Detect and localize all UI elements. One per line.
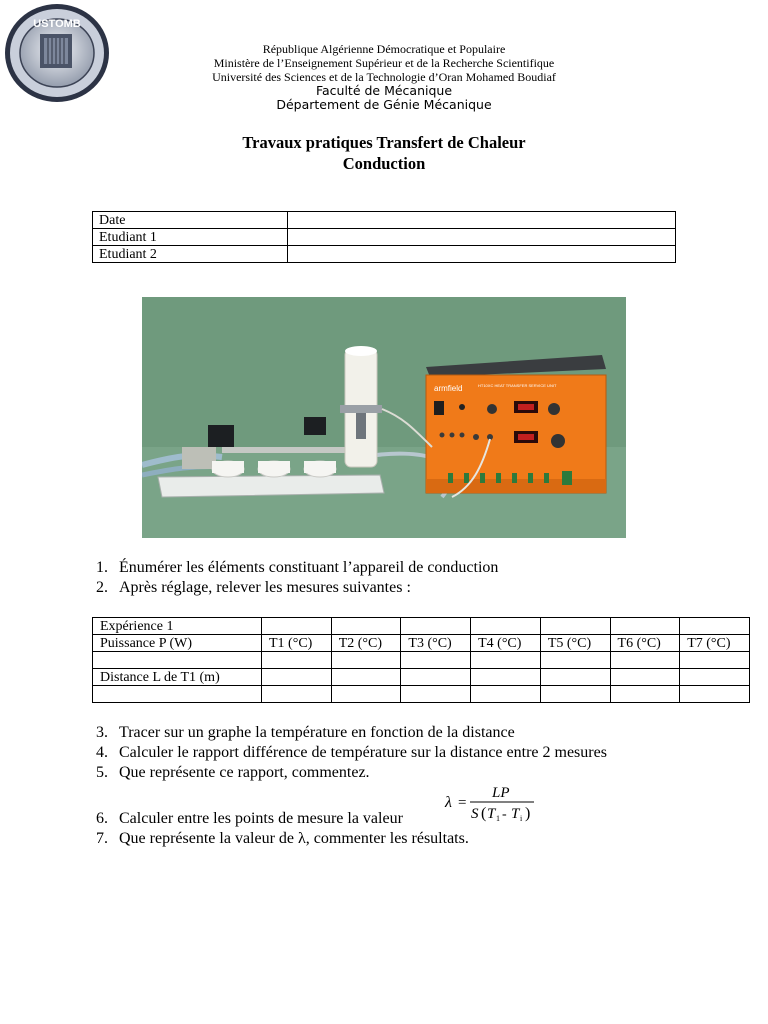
measurements-table [92, 617, 750, 703]
table-cell[interactable] [262, 652, 332, 669]
list-item [96, 809, 696, 829]
logo-text: USTOMB [33, 18, 81, 30]
list-item [96, 723, 716, 743]
question-7 [96, 829, 696, 849]
question-number: 2. [96, 579, 108, 596]
question-6 [96, 809, 696, 829]
question-text: Tracer sur un graphe la température en fonction de la distance [119, 724, 515, 741]
table-cell[interactable] [401, 686, 471, 703]
table-row [93, 246, 676, 263]
photo-brand: armfield [434, 384, 463, 393]
formula-lambda: λ [445, 794, 452, 811]
question-text: Énumérer les éléments constituant l’appareil de conduction [119, 559, 499, 576]
table-cell[interactable] [471, 686, 541, 703]
table-cell[interactable] [680, 686, 750, 703]
table-cell[interactable] [93, 652, 262, 669]
table-cell[interactable] [401, 669, 471, 686]
formula-equals: = [458, 795, 467, 811]
student1-field[interactable] [288, 229, 676, 246]
table-row [93, 229, 676, 246]
question-number: 4. [96, 744, 108, 761]
question-number: 6. [96, 810, 108, 827]
table-row [93, 669, 750, 686]
question-text: Calculer le rapport différence de température sur la distance entre 2 mesures [119, 744, 607, 761]
table-cell[interactable] [471, 618, 541, 635]
column-header-t1: T1 (°C) [262, 635, 332, 652]
table-cell[interactable] [610, 618, 680, 635]
table-cell[interactable] [610, 669, 680, 686]
student-info-table [92, 211, 676, 263]
formula-minus: - [502, 807, 507, 822]
table-cell[interactable] [610, 652, 680, 669]
table-row [93, 618, 750, 635]
formula-s: S [471, 806, 479, 822]
header-line-faculty: Faculté de Mécanique [315, 83, 453, 98]
header-line-republic: République Algérienne Démocratique et Populaire [262, 42, 506, 56]
title-line-1: Travaux pratiques Transfert de Chaleur [242, 133, 526, 152]
formula-ti: T [511, 806, 520, 822]
column-header-t6: T6 (°C) [610, 635, 680, 652]
document-title [160, 132, 608, 174]
questions-part-2 [96, 723, 716, 783]
table-row [93, 652, 750, 669]
table-cell[interactable] [680, 669, 750, 686]
question-text: Calculer entre les points de mesure la valeur [119, 810, 403, 827]
apparatus-photo [142, 297, 626, 538]
table-cell[interactable] [680, 652, 750, 669]
student2-label: Etudiant 2 [93, 246, 288, 263]
question-text: Après réglage, relever les mesures suivantes : [119, 579, 411, 596]
svg-text:(: ( [481, 805, 487, 822]
question-number: 5. [96, 764, 108, 781]
table-cell[interactable] [540, 669, 610, 686]
column-header-t5: T5 (°C) [540, 635, 610, 652]
table-cell[interactable] [471, 652, 541, 669]
table-row [93, 635, 750, 652]
column-header-t7: T7 (°C) [680, 635, 750, 652]
svg-text:): ) [525, 805, 531, 822]
question-number: 1. [96, 559, 108, 576]
formula-numerator: LP [492, 785, 510, 801]
column-header-t3: T3 (°C) [401, 635, 471, 652]
table-cell[interactable] [262, 686, 332, 703]
table-cell[interactable] [331, 669, 401, 686]
table-cell[interactable] [331, 652, 401, 669]
institution-header [170, 42, 598, 112]
table-cell[interactable] [540, 686, 610, 703]
formula-ti-sub: i [520, 814, 523, 823]
table-cell[interactable] [610, 686, 680, 703]
table-cell[interactable] [262, 669, 332, 686]
experience-label: Expérience 1 [93, 618, 262, 635]
table-row [93, 212, 676, 229]
formula-t1-sub: 1 [496, 814, 500, 823]
list-item [96, 558, 696, 578]
question-text: Que représente ce rapport, commentez. [119, 764, 370, 781]
list-item [96, 763, 716, 783]
student2-field[interactable] [288, 246, 676, 263]
table-cell[interactable] [331, 618, 401, 635]
header-line-university: Université des Sciences et de la Technologie d’Oran Mohamed Boudiaf [212, 70, 556, 84]
distance-label: Distance L de T1 (m) [93, 669, 262, 686]
table-cell[interactable] [401, 652, 471, 669]
table-cell[interactable] [540, 618, 610, 635]
header-line-department: Département de Génie Mécanique [276, 97, 492, 112]
power-label: Puissance P (W) [93, 635, 262, 652]
student1-label: Etudiant 1 [93, 229, 288, 246]
table-row [93, 686, 750, 703]
table-cell[interactable] [262, 618, 332, 635]
list-item [96, 743, 716, 763]
table-cell[interactable] [401, 618, 471, 635]
table-cell[interactable] [331, 686, 401, 703]
list-item [96, 829, 696, 849]
table-cell[interactable] [680, 618, 750, 635]
date-label: Date [93, 212, 288, 229]
date-field[interactable] [288, 212, 676, 229]
column-header-t2: T2 (°C) [331, 635, 401, 652]
header-line-ministry: Ministère de l’Enseignement Supérieur et de la Recherche Scientifique [213, 56, 555, 70]
questions-part-1 [96, 558, 696, 598]
formula-t1: T [487, 806, 496, 822]
question-number: 3. [96, 724, 108, 741]
title-line-2: Conduction [342, 154, 426, 173]
question-number: 7. [96, 830, 108, 847]
table-cell[interactable] [540, 652, 610, 669]
question-text: Que représente la valeur de λ, commenter les résultats. [119, 830, 469, 847]
table-cell[interactable] [93, 686, 262, 703]
university-logo [4, 2, 110, 104]
table-cell[interactable] [471, 669, 541, 686]
photo-panel-label: HT10XC HEAT TRANSFER SERVICE UNIT [478, 383, 557, 388]
list-item [96, 578, 696, 598]
column-header-t4: T4 (°C) [471, 635, 541, 652]
